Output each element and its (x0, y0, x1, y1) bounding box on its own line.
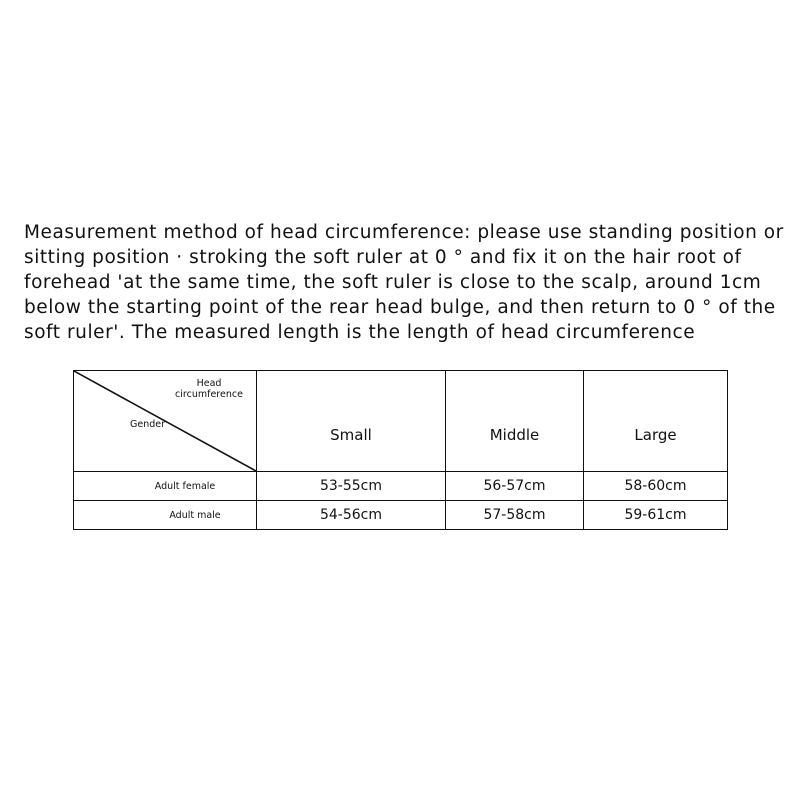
table-cell: 56-57cm (446, 472, 584, 501)
table-header-row (74, 371, 728, 472)
row-label-adult-male: Adult male (74, 501, 257, 530)
table-cell: 59-61cm (584, 501, 728, 530)
instruction-line: soft ruler'. The measured length is the length of head circumference (24, 322, 696, 343)
row-label-adult-female: Adult female (74, 472, 257, 501)
column-header-middle: Middle (446, 371, 584, 472)
instruction-line: forehead 'at the same time, the soft ruler is close to the scalp, around 1cm (24, 272, 762, 293)
table-cell: 54-56cm (257, 501, 446, 530)
instruction-line: sitting position · stroking the soft ruler at 0 ° and fix it on the hair root of (24, 247, 742, 268)
table-cell: 57-58cm (446, 501, 584, 530)
header-head-circumference-label: Head circumference (175, 378, 243, 400)
table-row (74, 501, 728, 530)
column-header-large: Large (584, 371, 728, 472)
table-row (74, 472, 728, 501)
column-header-small: Small (257, 371, 446, 472)
table-cell: 58-60cm (584, 472, 728, 501)
instruction-line: Measurement method of head circumference: please use standing position or (24, 222, 784, 243)
header-gender-label: Gender (130, 419, 166, 430)
table-cell: 53-55cm (257, 472, 446, 501)
measurement-instructions (24, 220, 784, 345)
instruction-line: below the starting point of the rear head bulge, and then return to 0 ° of the (24, 297, 776, 318)
diagonal-header-cell (74, 371, 257, 472)
head-size-table (73, 370, 728, 530)
